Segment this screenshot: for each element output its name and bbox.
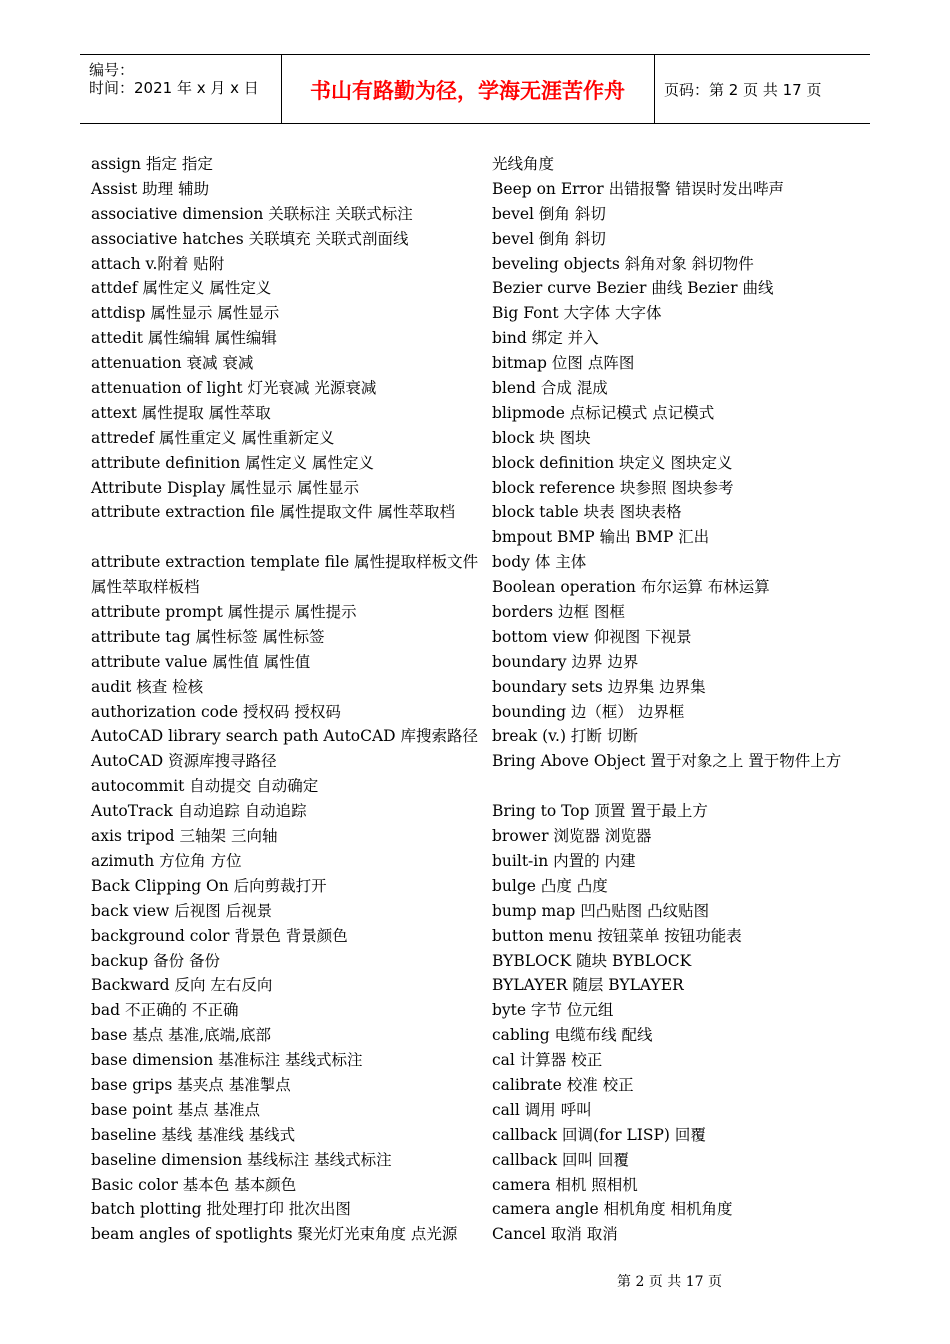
glossary-entry: attribute extraction file 属性提取文件 属性萃取档 [91, 503, 456, 522]
glossary-entry: AutoCAD 资源库搜寻路径 [91, 752, 277, 771]
glossary-entry: attribute extraction template file 属性提取样板文件 [91, 553, 479, 572]
glossary-entry: button menu 按钮菜单 按钮功能表 [492, 926, 742, 945]
glossary-entry: attenuation of light 灯光衰减 光源衰减 [91, 379, 377, 398]
glossary-entry: BYBLOCK 随块 BYBLOCK [492, 951, 692, 970]
glossary-entry: bottom view 仰视图 下视景 [492, 627, 692, 646]
glossary-left-column [91, 152, 479, 1247]
glossary-entry: azimuth 方位角 方位 [91, 851, 242, 870]
glossary-entry: cabling 电缆布线 配线 [492, 1026, 653, 1045]
glossary-entry: boundary sets 边界集 边界集 [492, 677, 706, 696]
glossary-entry [91, 525, 466, 550]
glossary-entry: base dimension 基准标注 基线式标注 [91, 1051, 363, 1070]
glossary-entry: bad 不正确的 不正确 [91, 1001, 239, 1020]
glossary-entry: bevel 倒角 斜切 [492, 229, 606, 248]
glossary-entry: built-in 内置的 内建 [492, 851, 636, 870]
glossary-entry: autocommit 自动提交 自动确定 [91, 777, 319, 796]
glossary-entry: AutoCAD library search path AutoCAD 库搜索路径 [91, 727, 479, 746]
serial-label: 编号： [89, 61, 135, 79]
glossary-entry: attdisp 属性显示 属性显示 [91, 304, 280, 323]
glossary-entry: camera 相机 照相机 [492, 1175, 638, 1194]
glossary-entry: backup 备份 备份 [91, 951, 220, 970]
glossary-entry: base point 基点 基准点 [91, 1100, 260, 1119]
glossary-entry: axis tripod 三轴架 三向轴 [91, 827, 278, 846]
glossary-entry: Back Clipping On 后向剪裁打开 [91, 876, 327, 895]
time-line: 时间：2021 年 x 月 x 日 [89, 79, 259, 97]
glossary-entry: attext 属性提取 属性萃取 [91, 403, 271, 422]
glossary-entry: block reference 块参照 图块参考 [492, 478, 734, 497]
glossary-entry: attenuation 衰减 衰减 [91, 354, 254, 373]
glossary-entry: attribute value 属性值 属性值 [91, 652, 311, 671]
footer-page-number: 第 2 页 共 17 页 [617, 1274, 722, 1290]
glossary-entry: Bezier curve Bezier 曲线 Bezier 曲线 [492, 279, 774, 298]
glossary-entry: bump map 凹凸贴图 凸纹贴图 [492, 901, 710, 920]
glossary-right-column [492, 152, 862, 1247]
glossary-entry: Big Font 大字体 大字体 [492, 304, 662, 323]
glossary-entry: blipmode 点标记模式 点记模式 [492, 403, 715, 422]
glossary-entry: body 体 主体 [492, 553, 587, 572]
glossary-entry: callback 回调(for LISP) 回覆 [492, 1125, 706, 1144]
motto-text: 书山有路勤为径，学海无涯苦作舟 [310, 79, 625, 103]
glossary-entry: bulge 凸度 凸度 [492, 876, 608, 895]
glossary-entry: AutoTrack 自动追踪 自动追踪 [91, 802, 307, 821]
glossary-entry: Cancel 取消 取消 [492, 1225, 618, 1244]
glossary-entry: beveling objects 斜角对象 斜切物件 [492, 254, 754, 273]
header-motto-cell [281, 55, 655, 123]
glossary-entry: baseline dimension 基线标注 基线式标注 [91, 1150, 392, 1169]
glossary-entry: audit 核查 检核 [91, 677, 204, 696]
glossary-entry: attribute prompt 属性提示 属性提示 [91, 603, 357, 622]
header-page-info: 页码：第 2 页 共 17 页 [664, 81, 822, 99]
header-page-cell [655, 55, 870, 123]
glossary-entry: baseline 基线 基准线 基线式 [91, 1125, 296, 1144]
glossary-entry: calibrate 校准 校正 [492, 1075, 634, 1094]
glossary-entry: block 块 图块 [492, 428, 591, 447]
glossary-entry: callback 回叫 回覆 [492, 1150, 629, 1169]
glossary-entry: attedit 属性编辑 属性编辑 [91, 329, 277, 348]
glossary-entry: attredef 属性重定义 属性重新定义 [91, 428, 335, 447]
glossary-entry: borders 边框 图框 [492, 603, 625, 622]
glossary-entry: associative dimension 关联标注 关联式标注 [91, 204, 413, 223]
glossary-entry: brower 浏览器 浏览器 [492, 827, 652, 846]
glossary-entry: associative hatches 关联填充 关联式剖面线 [91, 229, 409, 248]
glossary-entry [492, 774, 862, 799]
glossary-entry: authorization code 授权码 授权码 [91, 702, 341, 721]
glossary-entry: base 基点 基准,底端,底部 [91, 1026, 271, 1045]
glossary-entry: bevel 倒角 斜切 [492, 204, 606, 223]
glossary-entry: break (v.) 打断 切断 [492, 727, 638, 746]
glossary-entry: attribute definition 属性定义 属性定义 [91, 453, 375, 472]
glossary-entry: background color 背景色 背景颜色 [91, 926, 348, 945]
glossary-entry: cal 计算器 校正 [492, 1051, 603, 1070]
glossary-entry: attribute tag 属性标签 属性标签 [91, 627, 325, 646]
glossary-entry: block table 块表 图块表格 [492, 503, 682, 522]
glossary-entry: Backward 反向 左右反向 [91, 976, 273, 995]
glossary-entry: back view 后视图 后视景 [91, 901, 273, 920]
glossary-entry: attdef 属性定义 属性定义 [91, 279, 272, 298]
glossary-entry: bmpout BMP 输出 BMP 汇出 [492, 528, 710, 547]
glossary-entry: camera angle 相机角度 相机角度 [492, 1200, 733, 1219]
glossary-entry: call 调用 呼叫 [492, 1100, 592, 1119]
glossary-entry: bind 绑定 并入 [492, 329, 599, 348]
glossary-entry: assign 指定 指定 [91, 155, 213, 173]
glossary-entry: BYLAYER 随层 BYLAYER [492, 976, 684, 995]
glossary-entry: Bring Above Object 置于对象之上 置于物件上方 [492, 752, 842, 771]
glossary-entry: 光线角度 [492, 155, 555, 173]
glossary-entry: 属性萃取样板档 [91, 578, 200, 597]
glossary-entry: Beep on Error 出错报警 错误时发出哔声 [492, 179, 785, 198]
glossary-entry: boundary 边界 边界 [492, 652, 639, 671]
glossary-entry: Basic color 基本色 基本颜色 [91, 1175, 297, 1194]
glossary-entry: Attribute Display 属性显示 属性显示 [91, 478, 360, 497]
glossary-entry: batch plotting 批处理打印 批次出图 [91, 1200, 351, 1219]
glossary-entry: beam angles of spotlights 聚光灯光束角度 点光源 [91, 1225, 458, 1244]
glossary-entry: byte 字节 位元组 [492, 1001, 614, 1020]
header-left-cell [80, 55, 282, 123]
page-header [80, 54, 870, 124]
glossary-entry: Boolean operation 布尔运算 布林运算 [492, 578, 770, 597]
glossary-entry: base grips 基夹点 基准掣点 [91, 1075, 291, 1094]
glossary-entry: bitmap 位图 点阵图 [492, 354, 635, 373]
glossary-entry: block definition 块定义 图块定义 [492, 453, 733, 472]
glossary-entry: blend 合成 混成 [492, 379, 608, 398]
glossary-entry: bounding 边（框） 边界框 [492, 702, 685, 721]
glossary-entry: attach v.附着 贴附 [91, 254, 225, 273]
glossary-entry: Assist 助理 辅助 [91, 179, 210, 198]
glossary-entry: Bring to Top 顶置 置于最上方 [492, 802, 708, 821]
